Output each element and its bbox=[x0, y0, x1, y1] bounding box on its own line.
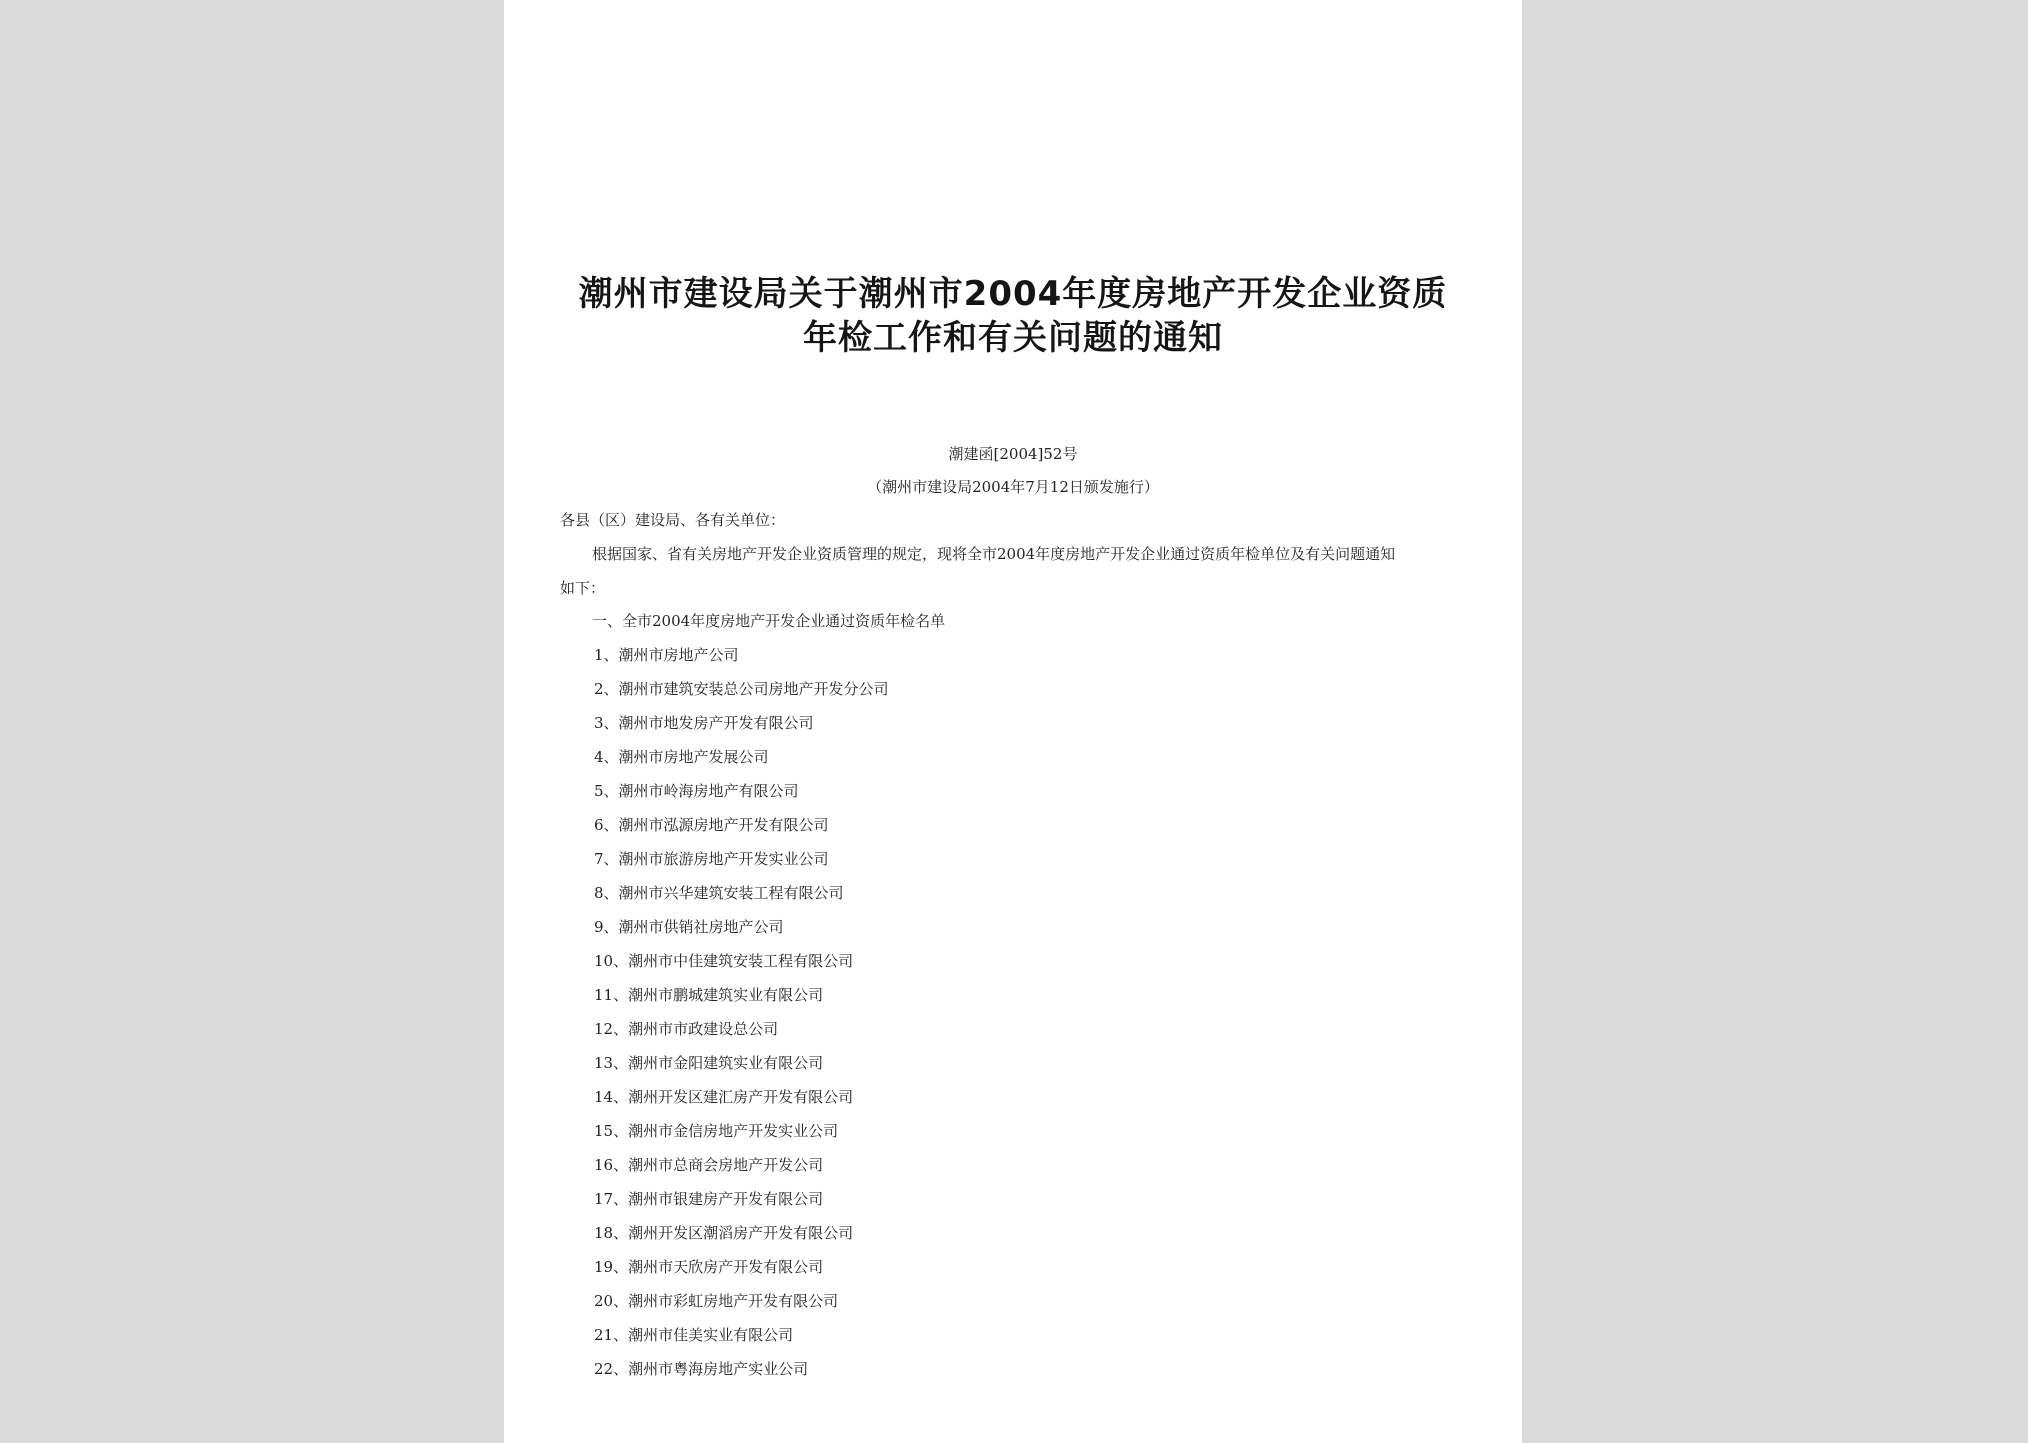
paragraph-line-1: 根据国家、省有关房地产开发企业资质管理的规定，现将全市2004年度房地产开发企业通过资质年检单位及有关问题通知 bbox=[592, 545, 1396, 563]
list-item: 18、潮州开发区潮滔房产开发有限公司 bbox=[594, 1224, 854, 1242]
list-item: 19、潮州市天欣房产开发有限公司 bbox=[594, 1258, 824, 1276]
document-title-line2: 年检工作和有关问题的通知 bbox=[803, 318, 1223, 358]
list-item: 8、潮州市兴华建筑安装工程有限公司 bbox=[594, 884, 844, 902]
list-item: 7、潮州市旅游房地产开发实业公司 bbox=[594, 850, 829, 868]
list-item: 4、潮州市房地产发展公司 bbox=[594, 748, 769, 766]
list-item: 11、潮州市鹏城建筑实业有限公司 bbox=[594, 986, 824, 1004]
list-item: 22、潮州市粤海房地产实业公司 bbox=[594, 1360, 809, 1378]
list-item: 2、潮州市建筑安装总公司房地产开发分公司 bbox=[594, 680, 889, 698]
list-item: 14、潮州开发区建汇房产开发有限公司 bbox=[594, 1088, 854, 1106]
paragraph-line-2: 如下： bbox=[560, 579, 606, 597]
issued-note: （潮州市建设局2004年7月12日颁发施行） bbox=[867, 478, 1159, 496]
list-item: 6、潮州市泓源房地产开发有限公司 bbox=[594, 816, 829, 834]
list-item: 1、潮州市房地产公司 bbox=[594, 646, 739, 664]
document-page bbox=[504, 0, 1522, 1443]
section-heading: 一、全市2004年度房地产开发企业通过资质年检名单 bbox=[592, 612, 946, 630]
list-item: 20、潮州市彩虹房地产开发有限公司 bbox=[594, 1292, 839, 1310]
list-item: 21、潮州市佳美实业有限公司 bbox=[594, 1326, 794, 1344]
list-item: 12、潮州市市政建设总公司 bbox=[594, 1020, 779, 1038]
list-item: 17、潮州市银建房产开发有限公司 bbox=[594, 1190, 824, 1208]
list-item: 13、潮州市金阳建筑实业有限公司 bbox=[594, 1054, 824, 1072]
salutation: 各县（区）建设局、各有关单位： bbox=[560, 511, 786, 529]
company-list bbox=[594, 644, 889, 1392]
list-item: 9、潮州市供销社房地产公司 bbox=[594, 918, 784, 936]
document-title-line1: 潮州市建设局关于潮州市2004年度房地产开发企业资质 bbox=[578, 274, 1448, 314]
list-item: 10、潮州市中佳建筑安装工程有限公司 bbox=[594, 952, 854, 970]
list-item: 15、潮州市金信房地产开发实业公司 bbox=[594, 1122, 839, 1140]
list-item: 5、潮州市岭海房地产有限公司 bbox=[594, 782, 799, 800]
list-item: 16、潮州市总商会房地产开发公司 bbox=[594, 1156, 824, 1174]
document-number: 潮建函[2004]52号 bbox=[948, 445, 1078, 463]
list-item: 3、潮州市地发房产开发有限公司 bbox=[594, 714, 814, 732]
